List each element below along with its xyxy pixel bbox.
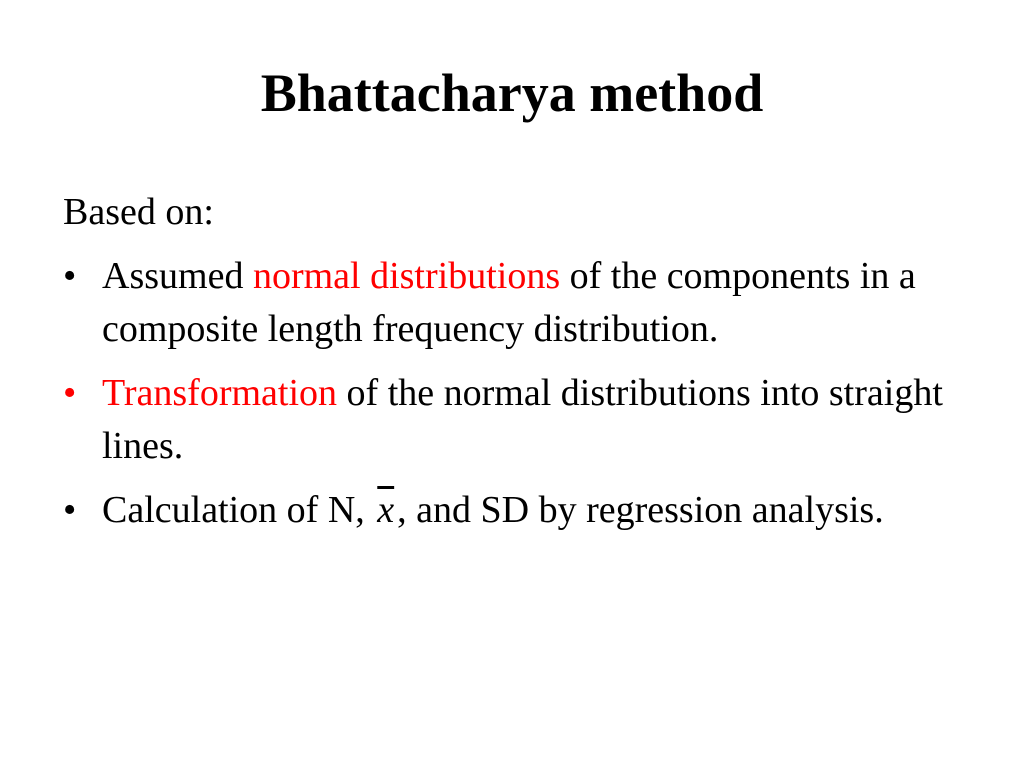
slide-title: Bhattacharya method: [260, 63, 764, 123]
bullet-text: Assumed: [102, 255, 253, 297]
bullet-item-calculation: [0, 484, 1024, 537]
bullet-text: of the components in a composite length frequency distribution.: [102, 255, 916, 350]
intro-text: Based on:: [63, 191, 214, 233]
bullet-text: , and SD by regression analysis.: [397, 489, 884, 531]
bullet-text: of the normal distributions into straight lines.: [102, 372, 943, 467]
bullet-item-transformation: [0, 367, 1024, 473]
bullet-list: [0, 250, 1024, 537]
highlight-text: normal distributions: [252, 255, 561, 297]
bullet-marker: •: [63, 489, 77, 531]
x-bar-symbol: $\overline{x}$: [377, 489, 395, 531]
highlight-text: Transformation: [102, 372, 338, 414]
bullet-text: Calculation of N,: [102, 489, 375, 531]
bullet-marker: •: [63, 372, 77, 414]
bullet-item-normal-distributions: [0, 250, 1024, 356]
bullet-marker: •: [63, 255, 77, 297]
